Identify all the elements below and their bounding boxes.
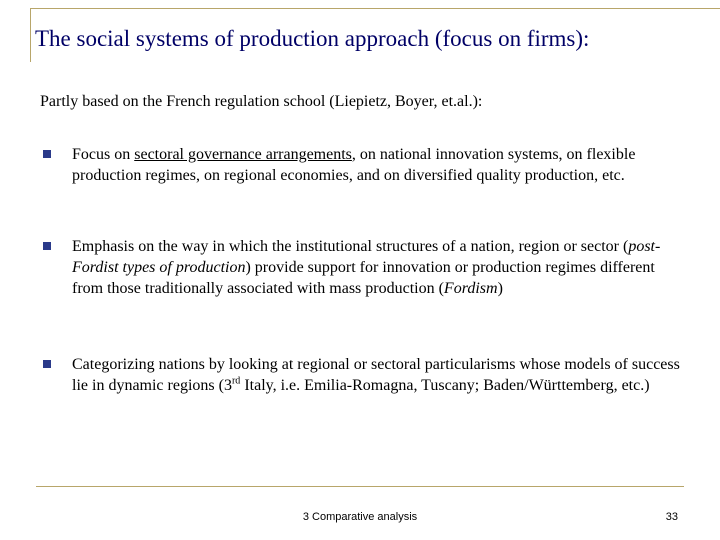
bullet-text-1: Focus on sectoral governance arrangements, on national innovation systems, on flexible production regimes, on regional economies, and on diversified quality production, etc. <box>72 146 636 184</box>
square-bullet-icon <box>43 150 51 158</box>
bullet-text-3: Categorizing nations by looking at regional or sectoral particularisms whose models of success lie in dynamic regions (3rd Italy, i.e. Emilia-Romagna, Tuscany; Baden/Württemberg, etc.) <box>72 356 680 394</box>
bullet-item-3 <box>40 354 680 396</box>
title-frame-left-border <box>30 8 31 62</box>
square-bullet-icon <box>43 242 51 250</box>
page-number: 33 <box>665 511 678 523</box>
bullet-item-1 <box>40 144 680 186</box>
sectoral-governance-link[interactable]: sectoral governance arrangements <box>134 146 352 163</box>
square-bullet-icon <box>43 360 51 368</box>
title-frame-top-border <box>30 8 720 9</box>
bullet-item-2 <box>40 236 680 299</box>
bullet-text-2: Emphasis on the way in which the institutional structures of a nation, region or sector (post-Fordist types of production) provide support for innovation or production regimes different from those traditionally associated with mass production (Fordism) <box>72 238 661 297</box>
footer-section-label: 3 Comparative analysis <box>302 511 418 523</box>
intro-text: Partly based on the French regulation school (Liepietz, Boyer, et.al.): <box>40 93 483 110</box>
footer-divider <box>36 486 684 487</box>
slide-title: The social systems of production approach (focus on firms): <box>35 26 590 51</box>
